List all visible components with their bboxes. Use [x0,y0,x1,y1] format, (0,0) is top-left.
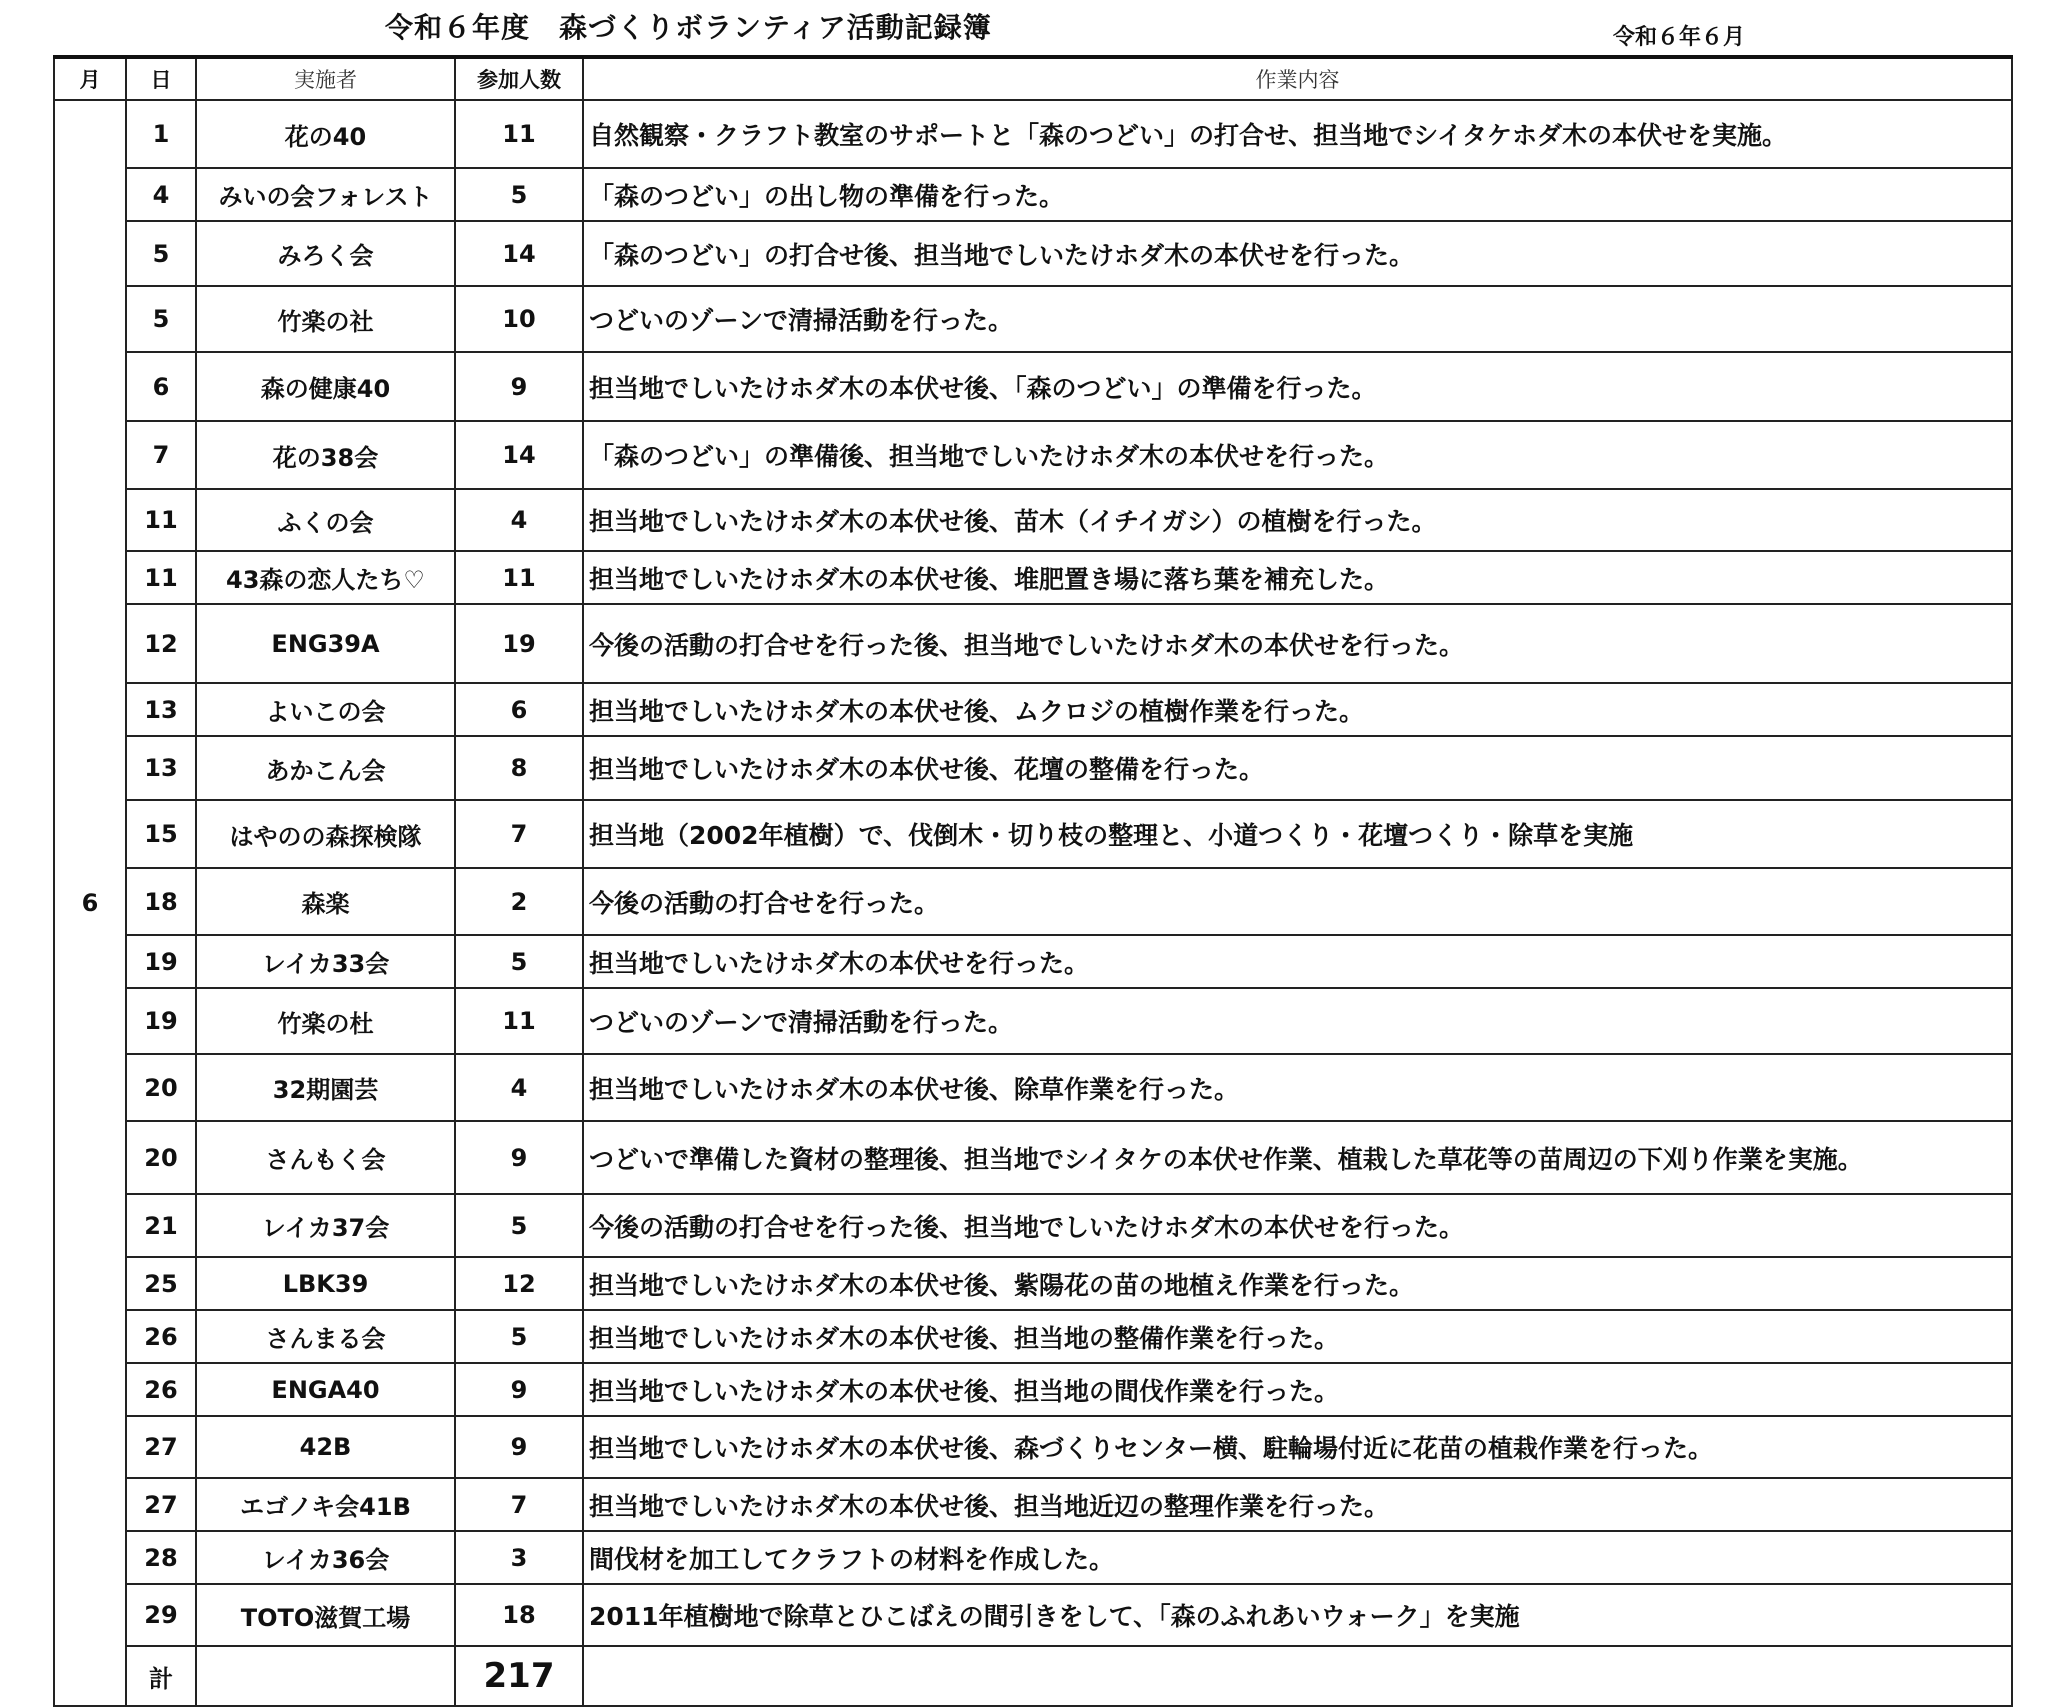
group-cell: さんもく会 [196,1121,455,1194]
count-cell: 7 [455,1478,583,1531]
group-cell: ふくの会 [196,489,455,551]
group-cell: 森楽 [196,868,455,935]
work-cell: 「森のつどい」の打合せ後、担当地でしいたけホダ木の本伏せを行った。 [583,221,2012,286]
day-cell: 4 [126,168,196,221]
group-cell: ENG39A [196,604,455,683]
group-cell: 竹楽の社 [196,286,455,352]
table-row [54,551,2012,604]
group-cell: 32期園芸 [196,1054,455,1121]
group-cell: TOTO滋賀工場 [196,1584,455,1646]
group-cell: 42B [196,1416,455,1478]
day-cell: 13 [126,736,196,800]
group-cell: みろく会 [196,221,455,286]
work-cell: 担当地でしいたけホダ木の本伏せ後、担当地の整備作業を行った。 [583,1310,2012,1363]
table-row [54,736,2012,800]
count-cell: 4 [455,1054,583,1121]
count-cell: 8 [455,736,583,800]
group-cell: あかこん会 [196,736,455,800]
work-cell: 2011年植樹地で除草とひこばえの間引きをして、「森のふれあいウォーク」を実施 [583,1584,2012,1646]
group-cell: ENGA40 [196,1363,455,1416]
work-cell: 担当地でしいたけホダ木の本伏せを行った。 [583,935,2012,988]
count-cell: 9 [455,1416,583,1478]
work-cell: つどいのゾーンで清掃活動を行った。 [583,988,2012,1054]
work-cell: 担当地でしいたけホダ木の本伏せ後、除草作業を行った。 [583,1054,2012,1121]
day-cell: 11 [126,489,196,551]
month-cell: 6 [54,100,126,1706]
group-cell: レイカ37会 [196,1194,455,1257]
group-cell: 森の健康40 [196,352,455,421]
table-row [54,604,2012,683]
work-cell: 担当地でしいたけホダ木の本伏せ後、苗木（イチイガシ）の植樹を行った。 [583,489,2012,551]
day-cell: 15 [126,800,196,868]
total-label: 計 [126,1646,196,1706]
work-cell: 担当地でしいたけホダ木の本伏せ後、「森のつどい」の準備を行った。 [583,352,2012,421]
table-body [54,100,2012,1706]
group-cell: エゴノキ会41B [196,1478,455,1531]
work-cell: つどいで準備した資材の整理後、担当地でシイタケの本伏せ作業、植栽した草花等の苗周辺の下刈り作業を実施。 [583,1121,2012,1194]
day-cell: 12 [126,604,196,683]
table-row [54,352,2012,421]
count-cell: 5 [455,1310,583,1363]
table-row [54,1584,2012,1646]
table-row [54,1416,2012,1478]
work-cell: 今後の活動の打合せを行った後、担当地でしいたけホダ木の本伏せを行った。 [583,1194,2012,1257]
group-cell: レイカ33会 [196,935,455,988]
group-cell: みいの会フォレスト [196,168,455,221]
work-cell: 担当地でしいたけホダ木の本伏せ後、担当地近辺の整理作業を行った。 [583,1478,2012,1531]
day-cell: 27 [126,1416,196,1478]
day-cell: 20 [126,1121,196,1194]
group-cell: よいこの会 [196,683,455,736]
work-cell: 担当地（2002年植樹）で、伐倒木・切り枝の整理と、小道つくり・花壇つくり・除草を実施 [583,800,2012,868]
table-row [54,286,2012,352]
work-cell: 担当地でしいたけホダ木の本伏せ後、紫陽花の苗の地植え作業を行った。 [583,1257,2012,1310]
work-cell: 担当地でしいたけホダ木の本伏せ後、堆肥置き場に落ち葉を補充した。 [583,551,2012,604]
table-row [54,100,2012,168]
day-cell: 7 [126,421,196,489]
work-cell: 自然観察・クラフト教室のサポートと「森のつどい」の打合せ、担当地でシイタケホダ木の本伏せを実施。 [583,100,2012,168]
count-cell: 4 [455,489,583,551]
count-cell: 10 [455,286,583,352]
day-cell: 27 [126,1478,196,1531]
total-count: 217 [455,1646,583,1706]
count-cell: 11 [455,100,583,168]
header-work: 作業内容 [583,57,2012,100]
day-cell: 28 [126,1531,196,1584]
header-month: 月 [54,57,126,100]
count-cell: 14 [455,221,583,286]
work-cell: 担当地でしいたけホダ木の本伏せ後、ムクロジの植樹作業を行った。 [583,683,2012,736]
count-cell: 19 [455,604,583,683]
table-row [54,800,2012,868]
table-row [54,683,2012,736]
day-cell: 29 [126,1584,196,1646]
day-cell: 11 [126,551,196,604]
count-cell: 2 [455,868,583,935]
table-row [54,988,2012,1054]
count-cell: 14 [455,421,583,489]
header-participants: 参加人数 [455,57,583,100]
total-work-cell [583,1646,2012,1706]
day-cell: 5 [126,221,196,286]
count-cell: 5 [455,168,583,221]
count-cell: 5 [455,935,583,988]
day-cell: 26 [126,1310,196,1363]
group-cell: 花の40 [196,100,455,168]
count-cell: 9 [455,1363,583,1416]
group-cell: レイカ36会 [196,1531,455,1584]
work-cell: 担当地でしいたけホダ木の本伏せ後、森づくりセンター横、駐輪場付近に花苗の植栽作業を行った。 [583,1416,2012,1478]
day-cell: 21 [126,1194,196,1257]
group-cell: 竹楽の杜 [196,988,455,1054]
count-cell: 7 [455,800,583,868]
table-row [54,1363,2012,1416]
work-cell: 担当地でしいたけホダ木の本伏せ後、担当地の間伐作業を行った。 [583,1363,2012,1416]
count-cell: 5 [455,1194,583,1257]
work-cell: 「森のつどい」の出し物の準備を行った。 [583,168,2012,221]
table-row [54,868,2012,935]
table-row [54,1257,2012,1310]
table-row [54,1054,2012,1121]
work-cell: 担当地でしいたけホダ木の本伏せ後、花壇の整備を行った。 [583,736,2012,800]
day-cell: 19 [126,988,196,1054]
group-cell: 43森の恋人たち♡ [196,551,455,604]
count-cell: 9 [455,1121,583,1194]
count-cell: 9 [455,352,583,421]
work-cell: 間伐材を加工してクラフトの材料を作成した。 [583,1531,2012,1584]
group-cell: はやのの森探検隊 [196,800,455,868]
count-cell: 11 [455,988,583,1054]
work-cell: つどいのゾーンで清掃活動を行った。 [583,286,2012,352]
table-row [54,1531,2012,1584]
table-row [54,489,2012,551]
group-cell: さんまる会 [196,1310,455,1363]
total-row [54,1646,2012,1706]
table-row [54,935,2012,988]
count-cell: 11 [455,551,583,604]
group-cell: LBK39 [196,1257,455,1310]
day-cell: 1 [126,100,196,168]
count-cell: 6 [455,683,583,736]
table-row [54,1478,2012,1531]
day-cell: 6 [126,352,196,421]
table-row [54,1310,2012,1363]
work-cell: 今後の活動の打合せを行った。 [583,868,2012,935]
day-cell: 13 [126,683,196,736]
header-day: 日 [126,57,196,100]
day-cell: 20 [126,1054,196,1121]
day-cell: 19 [126,935,196,988]
header-group: 実施者 [196,57,455,100]
day-cell: 18 [126,868,196,935]
count-cell: 3 [455,1531,583,1584]
table-row [54,1194,2012,1257]
count-cell: 18 [455,1584,583,1646]
table-row [54,168,2012,221]
day-cell: 25 [126,1257,196,1310]
table-row [54,221,2012,286]
page-title: 令和６年度 森づくりボランティア活動記録簿 [385,11,992,44]
work-cell: 「森のつどい」の準備後、担当地でしいたけホダ木の本伏せを行った。 [583,421,2012,489]
table-header-row [54,57,2012,100]
count-cell: 12 [455,1257,583,1310]
table-row [54,1121,2012,1194]
total-group-cell [196,1646,455,1706]
group-cell: 花の38会 [196,421,455,489]
day-cell: 26 [126,1363,196,1416]
table-row [54,421,2012,489]
day-cell: 5 [126,286,196,352]
document-date: 令和６年６月 [1613,25,1746,50]
work-cell: 今後の活動の打合せを行った後、担当地でしいたけホダ木の本伏せを行った。 [583,604,2012,683]
activity-log-table [53,55,2013,1707]
